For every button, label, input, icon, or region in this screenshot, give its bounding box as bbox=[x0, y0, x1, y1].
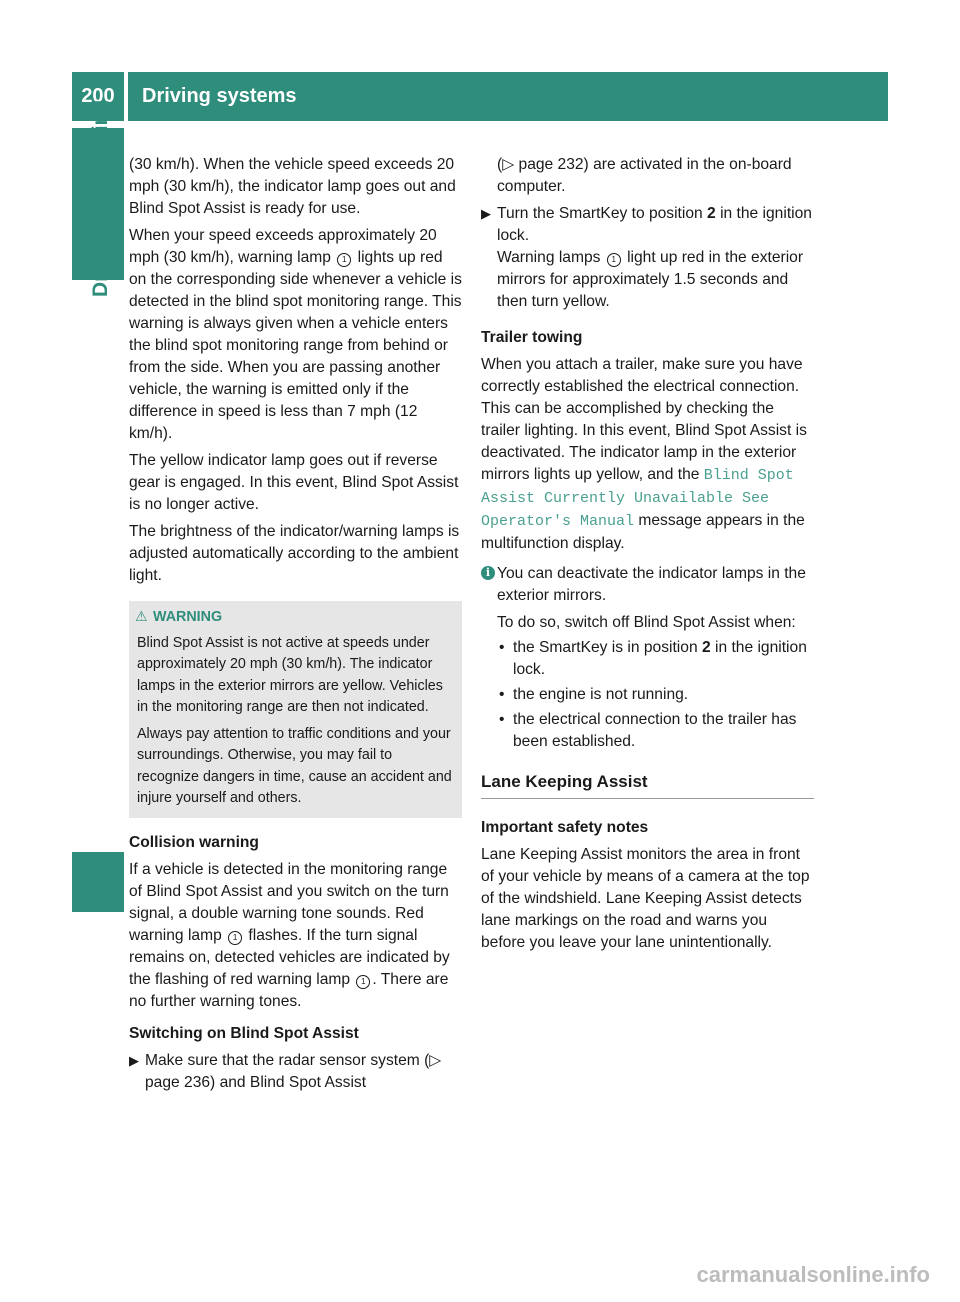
lamp-1-icon: 1 bbox=[337, 253, 351, 267]
info-icon: i bbox=[481, 566, 495, 580]
section-heading: Important safety notes bbox=[481, 819, 649, 836]
paragraph: When you attach a trailer, make sure you have correctly established the electrical connection. This can be accomplished by checking the trailer lighting. In this event, Blind Spot Assist is deactivated. The indicator lamp in the exterior mirrors lights up yellow, and the Blind Spot Assist Currently Unavailable See Operator's Manual message appears in the multifunction display. bbox=[481, 356, 807, 552]
paragraph: If a vehicle is detected in the monitoring range of Blind Spot Assist and you switch on the turn signal, a double warning tone sounds. Red warning lamp 1 flashes. If the turn signal remains on, detected vehicles are indicated by the flashing of red warning lamp 1 . There are no further warning tones. bbox=[129, 860, 450, 1010]
column-right bbox=[481, 154, 814, 954]
page-title: Driving systems bbox=[142, 85, 297, 107]
info-note: i You can deactivate the indicator lamps in the exterior mirrors. To do so, switch off Blind Spot Assist when: bbox=[481, 563, 814, 634]
step-item: ▶ Make sure that the radar sensor system (▷ page 236) and Blind Spot Assist bbox=[129, 1051, 442, 1091]
side-marker bbox=[72, 852, 124, 912]
bullet-icon: • bbox=[499, 686, 505, 703]
chapter-heading: Lane Keeping Assist bbox=[481, 771, 814, 799]
paragraph: The brightness of the indicator/warning lamps is adjusted automatically according to the ambient light. bbox=[129, 523, 460, 584]
bullet-icon: • bbox=[499, 711, 505, 728]
page-number: 200 bbox=[81, 85, 115, 107]
list-item: • the engine is not running. bbox=[481, 684, 814, 706]
column-left bbox=[129, 154, 462, 1094]
lamp-1-icon: 1 bbox=[228, 931, 242, 945]
lamp-1-icon: 1 bbox=[356, 975, 370, 989]
warning-heading: ⚠ WARNING bbox=[137, 607, 454, 629]
section-heading: Trailer towing bbox=[481, 329, 583, 346]
warning-text: Blind Spot Assist is not active at speeds under approximately 20 mph (30 km/h). The indicator lamps in the exterior mirrors are yellow. Vehicles in the monitoring range are then not indicated. bbox=[137, 634, 443, 715]
watermark: carmanualsonline.info bbox=[696, 1262, 930, 1287]
side-label: Driving and parking bbox=[89, 100, 112, 298]
lamp-1-icon: 1 bbox=[607, 253, 621, 267]
list-item: • the electrical connection to the trailer has been established. bbox=[499, 711, 797, 750]
arrow-icon: ▶ bbox=[129, 1052, 139, 1068]
warning-text: Always pay attention to traffic conditions and your surroundings. Otherwise, you may fail to recognize dangers in time, cause an accident and injure yourself and others. bbox=[137, 725, 452, 806]
paragraph: (30 km/h). When the vehicle speed exceeds 20 mph (30 km/h), the indicator lamp goes out and Blind Spot Assist is ready for use. bbox=[129, 156, 456, 217]
bullet-icon: • bbox=[499, 639, 505, 656]
display-message: Blind Spot Assist Currently Unavailable See Operator's Manual bbox=[481, 467, 794, 530]
warning-box bbox=[129, 601, 462, 818]
list-item: • the SmartKey is in position 2 in the ignition lock. bbox=[499, 639, 807, 678]
paragraph: Lane Keeping Assist monitors the area in front of your vehicle by means of a camera at the top of the windshield. Lane Keeping Assist detects lane markings on the road and warns you before you leave your lane unintentionally. bbox=[481, 846, 810, 951]
section-heading: Switching on Blind Spot Assist bbox=[129, 1024, 359, 1042]
step-item: ▶ Turn the SmartKey to position 2 in the ignition lock. Warning lamps 1 light up red in the exterior mirrors for approximately 1.5 seconds and then turn yellow. bbox=[481, 205, 812, 310]
warning-triangle-icon: ⚠ bbox=[135, 608, 148, 624]
arrow-icon: ▶ bbox=[481, 206, 491, 221]
header-bar bbox=[128, 72, 888, 121]
step-continuation: (▷ page 232) are activated in the on-board computer. bbox=[497, 156, 792, 195]
section-heading: Collision warning bbox=[129, 833, 259, 851]
paragraph: The yellow indicator lamp goes out if reverse gear is engaged. In this event, Blind Spot Assist is no longer active. bbox=[129, 452, 459, 513]
paragraph: When your speed exceeds approximately 20 mph (30 km/h), warning lamp 1 lights up red on the corresponding side whenever a vehicle is detected in the blind spot monitoring range. This warning is always given when a vehicle enters the blind spot monitoring range from behind or from the side. When you are passing another vehicle, the warning is emitted only if the difference in speed is less than 7 mph (12 km/h). bbox=[129, 227, 462, 442]
